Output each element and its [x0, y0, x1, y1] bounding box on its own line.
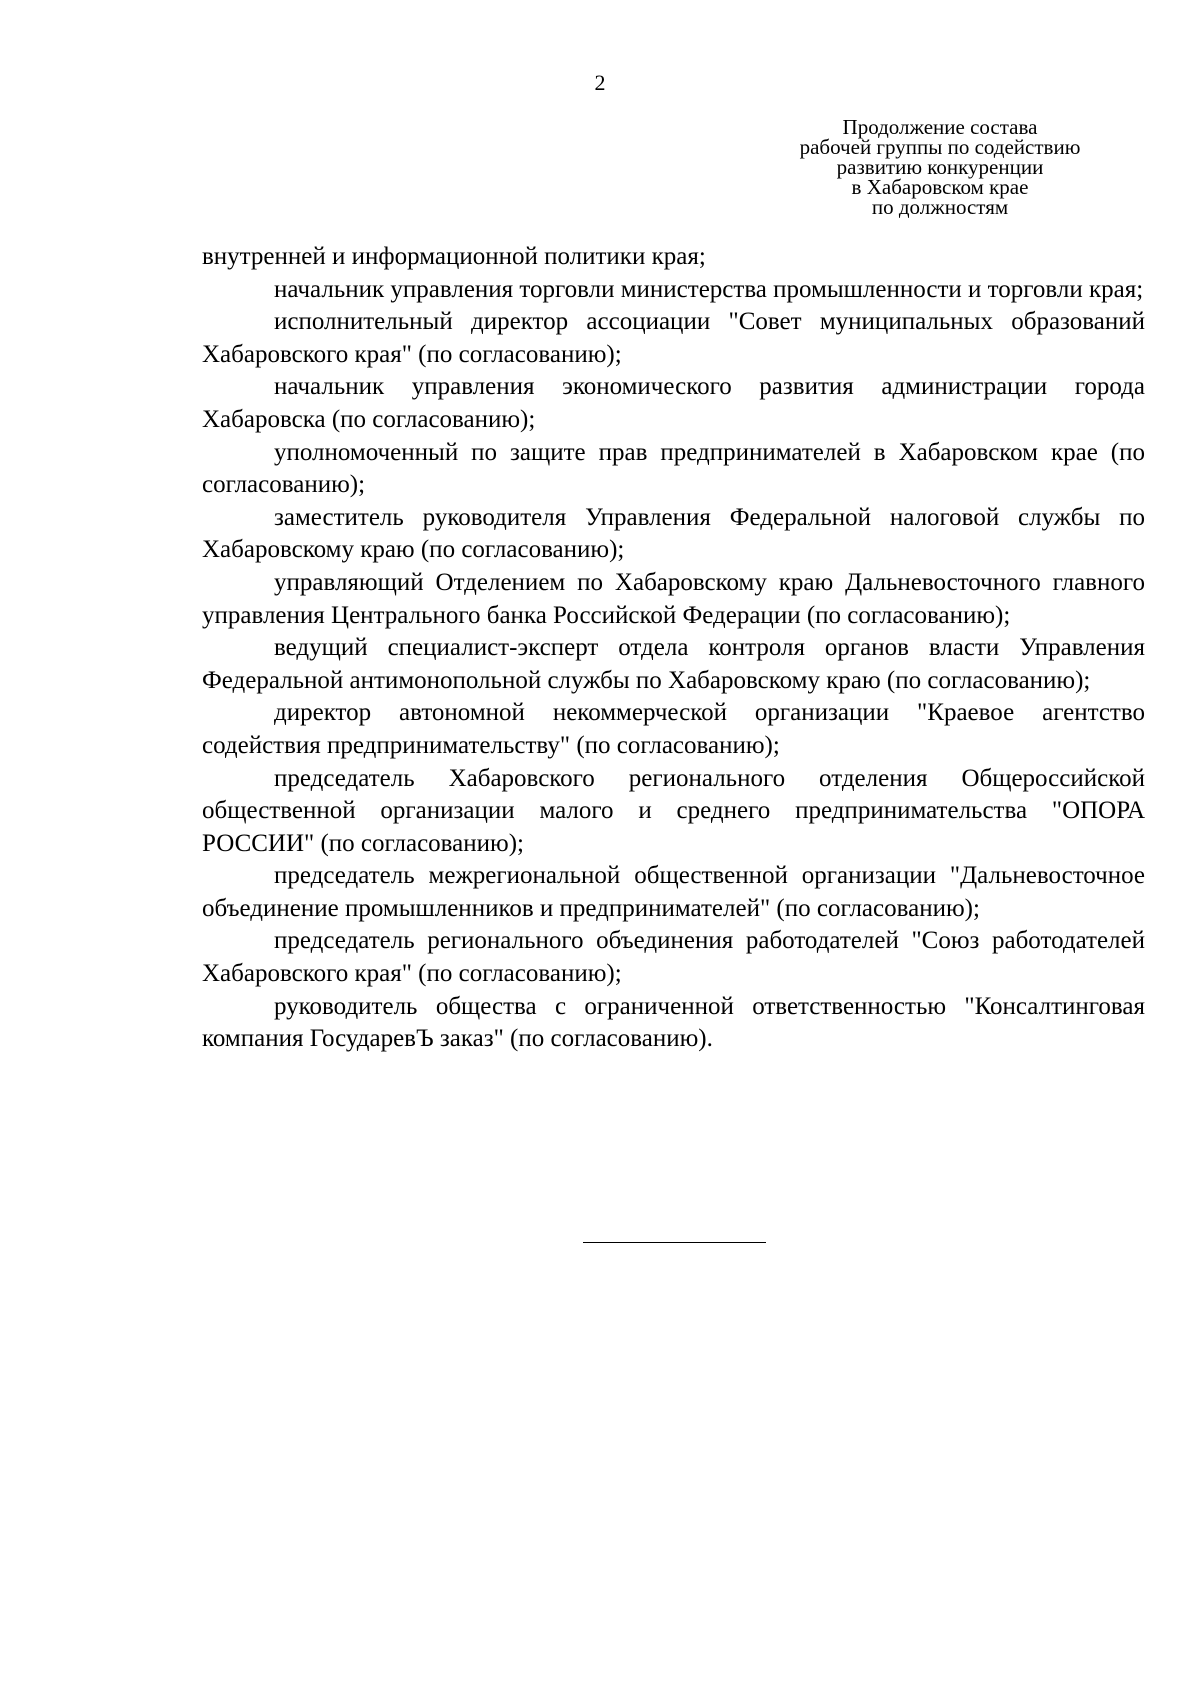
member-paragraph: директор автономной некоммерческой организации "Краевое агентство содействия предпринимательству" (по согласованию);	[202, 699, 1145, 759]
member-paragraph: председатель регионального объединения работодателей "Союз работодателей Хабаровского края" (по согласованию);	[202, 927, 1145, 988]
heading-line: по должностям	[871, 195, 1009, 219]
member-paragraph: председатель межрегиональной общественной организации "Дальневосточное объединение промышленников и предпринимателей" (по согласованию);	[202, 862, 1145, 922]
heading-line: в Хабаровском крае	[851, 175, 1029, 199]
end-rule	[583, 1242, 766, 1243]
heading-line: рабочей группы по содействию	[799, 135, 1081, 159]
member-paragraph: начальник управления торговли министерства промышленности и торговли края;	[274, 275, 1144, 303]
member-paragraph: исполнительный директор ассоциации "Совет муниципальных образований Хабаровского края" (по согласованию);	[202, 308, 1145, 368]
member-paragraph: уполномоченный по защите прав предпринимателей в Хабаровском крае (по согласованию);	[202, 438, 1145, 499]
continuation-heading	[760, 117, 1120, 217]
member-paragraph: ведущий специалист-эксперт отдела контроля органов власти Управления Федеральной антимонопольной службы по Хабаровскому краю (по согласованию);	[202, 634, 1145, 694]
heading-line: развитию конкуренции	[836, 155, 1044, 179]
page-number: 2	[594, 70, 606, 95]
heading-line: Продолжение состава	[842, 115, 1038, 139]
member-paragraph: руководитель общества с ограниченной ответственностью "Консалтинговая компания ГосударевЪ заказ" (по согласованию).	[202, 992, 1145, 1053]
member-paragraph: начальник управления экономического развития администрации города Хабаровска (по согласованию);	[202, 373, 1145, 433]
member-paragraph: управляющий Отделением по Хабаровскому краю Дальневосточного главного управления Центрального банка Российской Федерации (по согласованию);	[202, 568, 1145, 629]
member-paragraph: председатель Хабаровского регионального отделения Общероссийской общественной организации малого и среднего предпринимательства "ОПОРА РОССИИ" (по согласованию);	[202, 764, 1145, 857]
member-list	[202, 241, 1145, 1056]
member-paragraph-continued: внутренней и информационной политики края;	[202, 243, 706, 270]
member-paragraph: заместитель руководителя Управления Федеральной налоговой службы по Хабаровскому краю (по согласованию);	[202, 503, 1145, 564]
